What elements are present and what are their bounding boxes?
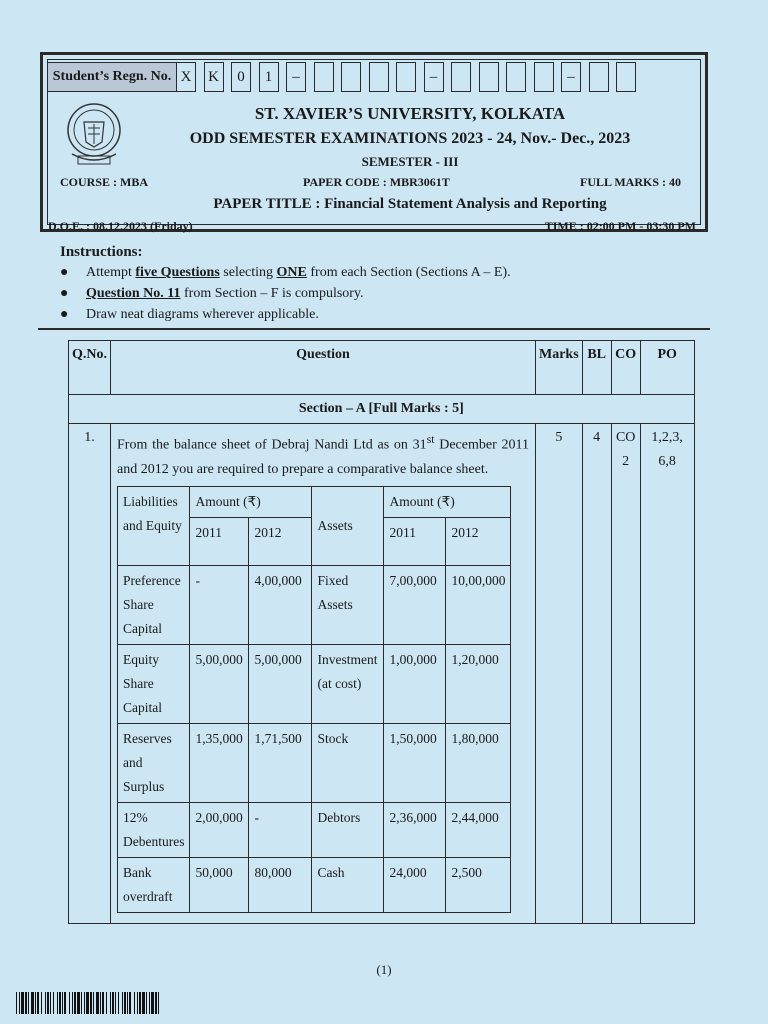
bs-cell: Investment (at cost) xyxy=(312,644,384,723)
bs-cell: 12% Debentures xyxy=(118,802,190,857)
instruction-text: from each Section (Sections A – E). xyxy=(306,265,511,280)
bs-row xyxy=(118,644,511,723)
question-marks: 5 xyxy=(536,424,583,924)
paper-code: PAPER CODE : MBR3061T xyxy=(303,175,450,189)
bs-cell: Reserves and Surplus xyxy=(118,723,190,802)
registration-digit-box: – xyxy=(424,62,444,92)
registration-digit-box xyxy=(451,62,471,92)
bs-cell: 1,80,000 xyxy=(446,723,511,802)
bl-header: BL xyxy=(582,341,611,395)
page-number: (1) xyxy=(376,962,392,977)
registration-digit-box xyxy=(314,62,334,92)
instructions-title: Instructions: xyxy=(60,244,143,260)
registration-digit-box: K xyxy=(204,62,224,92)
registration-digit-box xyxy=(534,62,554,92)
instruction-item xyxy=(60,265,511,281)
bs-cell: 4,00,000 xyxy=(249,565,312,644)
bs-cell: 5,00,000 xyxy=(249,644,312,723)
bs-row xyxy=(118,857,511,912)
bs-cell: 5,00,000 xyxy=(190,644,249,723)
bs-cell: Stock xyxy=(312,723,384,802)
bs-cell: - xyxy=(190,565,249,644)
exam-time: TIME : 02:00 PM - 03:30 PM xyxy=(544,219,696,233)
registration-digit-box: X xyxy=(176,62,196,92)
instruction-emphasis: five Questions xyxy=(135,265,220,280)
section-row xyxy=(69,395,695,424)
question-table xyxy=(68,340,695,924)
full-marks: FULL MARKS : 40 xyxy=(580,175,682,189)
bs-cell: - xyxy=(249,802,312,857)
registration-digit-box: – xyxy=(286,62,306,92)
bs-year: 2012 xyxy=(446,517,511,565)
instruction-emphasis: Question No. 11 xyxy=(86,286,181,301)
question-number: 1. xyxy=(69,424,111,924)
bullet-icon: ● xyxy=(60,265,69,280)
co-header: CO xyxy=(611,341,640,395)
bs-assets-header: Assets xyxy=(312,486,384,565)
instruction-text: Draw neat diagrams wherever applicable. xyxy=(86,307,319,322)
question-text-sup: st xyxy=(426,433,435,446)
bs-cell: 1,20,000 xyxy=(446,644,511,723)
bs-liabilities-header: Liabilities and Equity xyxy=(118,486,190,565)
registration-digit-box: 0 xyxy=(231,62,251,92)
horizontal-rule xyxy=(38,328,710,330)
bs-cell: 2,44,000 xyxy=(446,802,511,857)
question-body xyxy=(111,424,536,924)
bs-amount-header: Amount (₹) xyxy=(190,486,312,517)
bs-body xyxy=(118,565,511,912)
university-name: ST. XAVIER’S UNIVERSITY, KOLKATA xyxy=(254,104,566,123)
question-text-part: From the balance sheet of Debraj Nandi Ltd as on 31 xyxy=(117,437,427,453)
bs-row xyxy=(118,565,511,644)
bs-cell: Equity Share Capital xyxy=(118,644,190,723)
bs-cell: 1,71,500 xyxy=(249,723,312,802)
university-seal-logo xyxy=(64,100,124,168)
bs-cell: 1,00,000 xyxy=(384,644,446,723)
course: COURSE : MBA xyxy=(60,175,149,189)
registration-digit-box xyxy=(589,62,609,92)
registration-digit-box: – xyxy=(561,62,581,92)
bs-row xyxy=(118,723,511,802)
po-header: PO xyxy=(640,341,694,395)
marks-header: Marks xyxy=(536,341,583,395)
bs-cell: 80,000 xyxy=(249,857,312,912)
instruction-emphasis: ONE xyxy=(276,265,307,280)
bs-year: 2011 xyxy=(190,517,249,565)
balance-sheet-table xyxy=(117,486,511,913)
bs-year: 2011 xyxy=(384,517,446,565)
registration-digit-box xyxy=(369,62,389,92)
registration-digit-box: 1 xyxy=(259,62,279,92)
registration-digit-box xyxy=(341,62,361,92)
table-header-row xyxy=(69,341,695,395)
qno-header: Q.No. xyxy=(69,341,111,395)
semester: SEMESTER - III xyxy=(361,154,459,169)
instruction-item xyxy=(60,307,319,323)
registration-digit-box xyxy=(616,62,636,92)
bullet-icon: ● xyxy=(60,307,69,322)
bs-cell: 1,35,000 xyxy=(190,723,249,802)
bs-cell: 7,00,000 xyxy=(384,565,446,644)
registration-digit-box xyxy=(506,62,526,92)
bs-cell: 10,00,000 xyxy=(446,565,511,644)
bs-cell: 2,500 xyxy=(446,857,511,912)
question-text xyxy=(117,428,529,482)
question-co: CO 2 xyxy=(611,424,640,924)
instruction-text: selecting xyxy=(219,265,277,280)
bs-cell: 1,50,000 xyxy=(384,723,446,802)
bs-cell: 2,00,000 xyxy=(190,802,249,857)
bullet-icon: ● xyxy=(60,286,69,301)
bs-cell: 24,000 xyxy=(384,857,446,912)
instruction-text: from Section – F is compulsory. xyxy=(180,286,364,301)
section-a-heading: Section – A [Full Marks : 5] xyxy=(69,395,695,424)
instruction-text: Attempt xyxy=(86,265,136,280)
question-text-part: December 2011 and 2012 you are required to prepare a comparative balance sheet. xyxy=(117,437,529,477)
question-header: Question xyxy=(111,341,536,395)
question-po: 1,2,3, 6,8 xyxy=(640,424,694,924)
bs-cell: Preference Share Capital xyxy=(118,565,190,644)
registration-digit-box xyxy=(479,62,499,92)
question-bl: 4 xyxy=(582,424,611,924)
barcode-image xyxy=(16,992,161,1014)
bs-cell: 50,000 xyxy=(190,857,249,912)
paper-title: PAPER TITLE : Financial Statement Analysis and Reporting xyxy=(213,196,607,212)
question-row xyxy=(69,424,695,924)
bs-cell: 2,36,000 xyxy=(384,802,446,857)
bs-cell: Fixed Assets xyxy=(312,565,384,644)
exam-name: ODD SEMESTER EXAMINATIONS 2023 - 24, Nov.- Dec., 2023 xyxy=(189,130,631,147)
instruction-item xyxy=(60,286,364,302)
registration-digit-box xyxy=(396,62,416,92)
bs-amount-header: Amount (₹) xyxy=(384,486,511,517)
bs-header-row xyxy=(118,486,511,517)
bs-cell: Debtors xyxy=(312,802,384,857)
bs-cell: Bank overdraft xyxy=(118,857,190,912)
date-of-exam: D.O.E. : 08.12.2023 (Friday) xyxy=(48,219,193,233)
bs-year: 2012 xyxy=(249,517,312,565)
bs-cell: Cash xyxy=(312,857,384,912)
registration-label: Student’s Regn. No. xyxy=(47,62,177,92)
bs-row xyxy=(118,802,511,857)
